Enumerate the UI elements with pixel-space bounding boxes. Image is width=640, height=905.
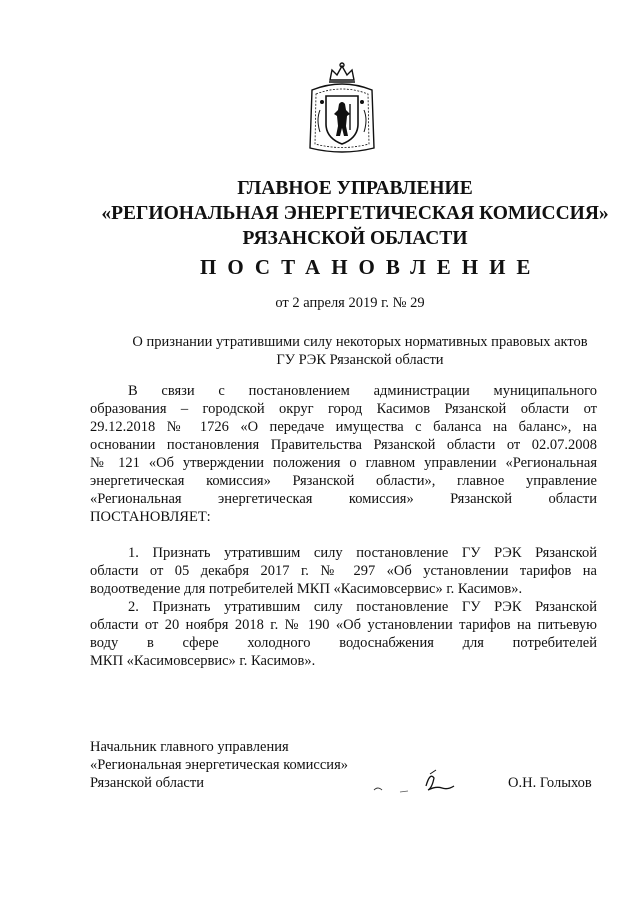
preamble-line: образования – городской округ город Касимов Рязанской области от [90,401,597,417]
agency-title-line-3: РЯЗАНСКОЙ ОБЛАСТИ [242,228,468,249]
signatory-name: О.Н. Голыхов [508,775,592,791]
signatory-title-line-1: Начальник главного управления [90,739,289,755]
item-2-line: воду в сфере холодного водоснабжения для потребителей [90,635,597,651]
item-2-line: 2. Признать утратившим силу постановление ГУ РЭК Рязанской [128,599,597,615]
preamble-line: ПОСТАНОВЛЯЕТ: [90,509,211,525]
subject-line-1: О признании утратившими силу некоторых нормативных правовых актов [132,334,588,350]
agency-title-line-2: «РЕГИОНАЛЬНАЯ ЭНЕРГЕТИЧЕСКАЯ КОМИССИЯ» [101,203,609,224]
coat-of-arms-emblem [302,60,382,160]
signatory-title-line-3: Рязанской области [90,775,204,791]
item-2-line: МКП «Касимовсервис» г. Касимов». [90,653,316,669]
document-date-number: от 2 апреля 2019 г. № 29 [275,295,425,311]
preamble-line: В связи с постановлением администрации муниципального [128,383,597,399]
preamble-line: № 121 «Об утверждении положения о главном управлении «Региональная [90,455,597,471]
item-1-line: водоотведение для потребителей МКП «Касимовсервис» г. Касимов». [90,581,523,597]
preamble-line: энергетическая комиссия» Рязанской области», главное управление [90,473,597,489]
preamble-line: «Региональная энергетическая комиссия» Рязанской области [90,491,597,507]
preamble-line: основании постановления Правительства Рязанской области от 02.07.2008 [90,437,597,453]
document-type: ПОСТАНОВЛЕНИЕ [200,255,542,279]
handwritten-signature [370,764,460,800]
item-1-line: 1. Признать утратившим силу постановление ГУ РЭК Рязанской [128,545,597,561]
subject-line-2: ГУ РЭК Рязанской области [276,352,444,368]
item-2-line: области от 20 ноября 2018 г. № 190 «Об установлении тарифов на питьевую [90,617,597,633]
item-1-line: области от 05 декабря 2017 г. № 297 «Об установлении тарифов на [90,563,597,579]
signatory-title-line-2: «Региональная энергетическая комиссия» [90,757,348,773]
preamble-line: 29.12.2018 № 1726 «О передаче имущества с баланса на баланс», на [90,419,597,435]
agency-title-line-1: ГЛАВНОЕ УПРАВЛЕНИЕ [237,178,473,199]
